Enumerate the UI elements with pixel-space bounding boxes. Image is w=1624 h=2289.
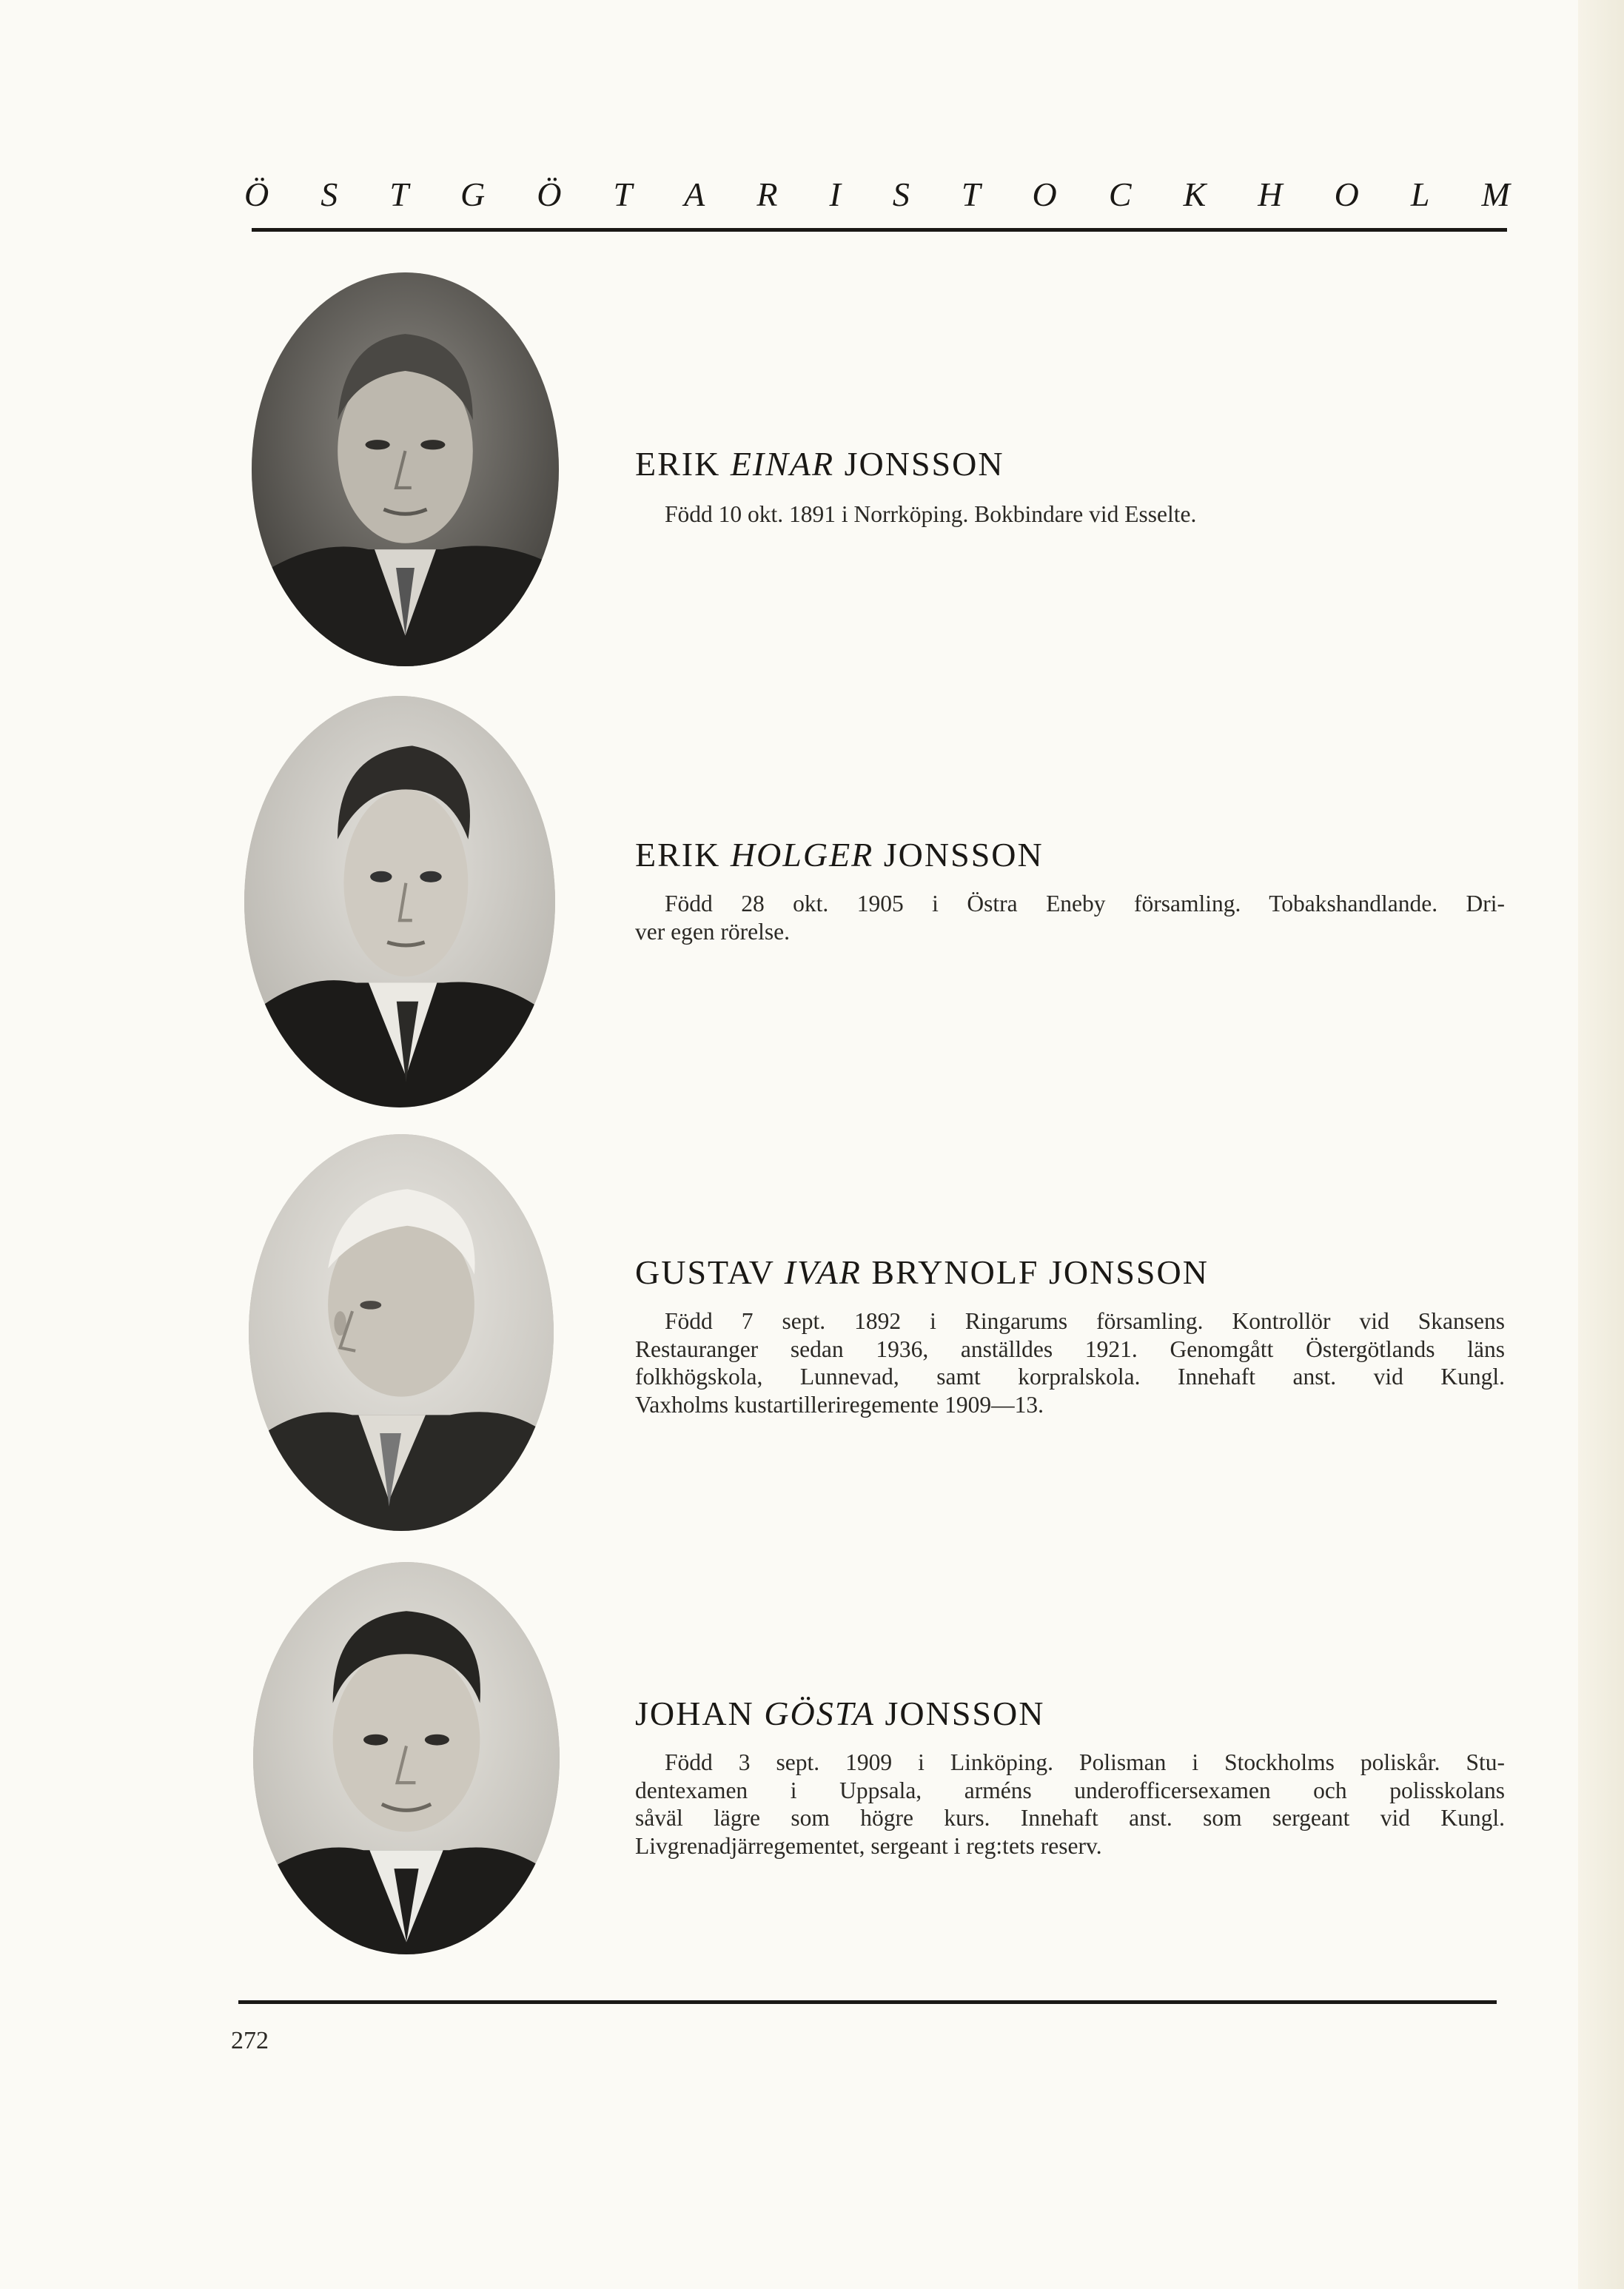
bio-line: Född 10 okt. 1891 i Norrköping. Bokbindare vid Esselte. [665, 501, 1197, 527]
running-head-letter: K [1183, 175, 1207, 213]
name-callname: HOLGER [730, 836, 874, 874]
running-head-letter: O [1334, 175, 1359, 213]
name-first: JOHAN [635, 1695, 754, 1732]
running-head-letter: S [892, 175, 910, 213]
running-head-letter: H [1258, 175, 1283, 213]
running-head-letter: T [389, 175, 409, 213]
person-name [635, 1697, 1505, 1731]
name-last: BRYNOLF JONSSON [871, 1253, 1209, 1291]
running-head-letter: S [321, 175, 338, 213]
bio-line: dentexamen i Uppsala, arméns underofficersexamen och polisskolans [635, 1777, 1505, 1803]
portrait-photo [244, 696, 555, 1107]
bio-line: Född 7 sept. 1892 i Ringarums församling. Kontrollör vid Skansens [665, 1308, 1505, 1334]
running-head-letter: C [1108, 175, 1132, 213]
running-head-letter: T [613, 175, 633, 213]
person-name [635, 838, 1505, 872]
page-edge [1578, 0, 1624, 2289]
name-last: JONSSON [844, 445, 1004, 483]
running-head-letter: M [1481, 175, 1510, 213]
bio-line: ver egen rörelse. [635, 918, 791, 945]
header-rule [252, 228, 1507, 232]
biography-text [635, 500, 1505, 529]
footer-rule [238, 2000, 1497, 2004]
biography-entry [635, 838, 1505, 945]
name-first: GUSTAV [635, 1253, 775, 1291]
running-head-letter: L [1410, 175, 1430, 213]
name-callname: IVAR [784, 1253, 862, 1291]
running-head-letter: R [756, 175, 778, 213]
biography-text [635, 1307, 1505, 1418]
running-head-letter: Ö [537, 175, 562, 213]
biography-entry [635, 1253, 1505, 1418]
portrait-photo [252, 272, 559, 666]
running-head [244, 175, 1510, 214]
biography-text [635, 1749, 1505, 1860]
portrait-photo [249, 1134, 554, 1531]
portrait-photo [253, 1562, 560, 1954]
bio-line: folkhögskola, Lunnevad, samt korpralskola. Innehaft anst. vid Kungl. [635, 1364, 1505, 1390]
running-head-letter: Ö [244, 175, 269, 213]
person-name [635, 1253, 1505, 1291]
page-number: 272 [231, 2027, 269, 2054]
running-head-letter: G [460, 175, 486, 213]
bio-line: Född 3 sept. 1909 i Linköping. Polisman i Stockholms poliskår. Stu- [665, 1749, 1505, 1775]
name-first: ERIK [635, 445, 721, 483]
bio-line: Livgrenadjärregementet, sergeant i reg:tets reserv. [635, 1832, 1102, 1859]
bio-line: Vaxholms kustartilleriregemente 1909—13. [635, 1391, 1044, 1418]
name-first: ERIK [635, 836, 721, 874]
name-callname: EINAR [730, 445, 835, 483]
running-head-letter: T [961, 175, 981, 213]
name-last: JONSSON [885, 1695, 1045, 1732]
bio-line: såväl lägre som högre kurs. Innehaft anst. som sergeant vid Kungl. [635, 1805, 1505, 1831]
bio-line: Restauranger sedan 1936, anställdes 1921. Genomgått Östergötlands läns [635, 1335, 1505, 1362]
running-head-letter: I [829, 175, 841, 213]
running-head-letter: A [684, 175, 705, 213]
biography-entry [635, 447, 1505, 529]
running-head-letter: O [1032, 175, 1057, 213]
name-last: JONSSON [883, 836, 1044, 874]
biography-text [635, 890, 1505, 945]
bio-line: Född 28 okt. 1905 i Östra Eneby församling. Tobakshandlande. Dri- [665, 891, 1505, 916]
biography-entry [635, 1697, 1505, 1860]
person-name [635, 447, 1505, 481]
name-callname: GÖSTA [764, 1695, 875, 1732]
